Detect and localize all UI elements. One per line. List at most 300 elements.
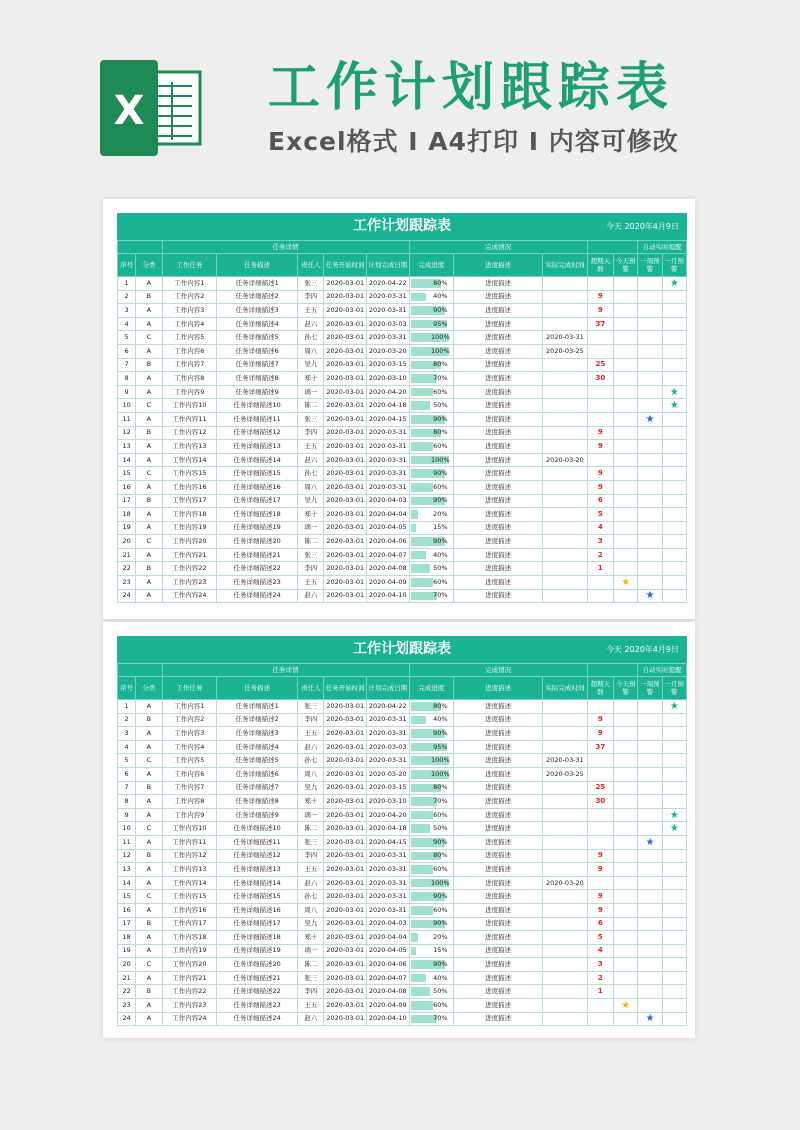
cell-task: 工作内容22 — [162, 985, 217, 999]
cell-no: 24 — [118, 589, 136, 603]
cell-progress-desc: 进度描述 — [454, 700, 543, 714]
tracking-table — [117, 663, 687, 1026]
cell-start-date: 2020-03-01 — [324, 863, 367, 877]
cell-month-alert — [662, 467, 686, 481]
cell-category: A — [136, 317, 162, 331]
cell-plan-date: 2020-04-10 — [367, 1012, 410, 1026]
cell-month-alert — [662, 849, 686, 863]
cell-task: 工作内容10 — [162, 822, 217, 836]
progress-label: 50% — [433, 824, 448, 833]
column-header: 责任人 — [298, 254, 324, 277]
cell-start-date: 2020-03-01 — [324, 494, 367, 508]
cell-week-alert — [638, 931, 662, 945]
cell-description: 任务详细描述2 — [217, 713, 298, 727]
cell-description: 任务详细描述19 — [217, 521, 298, 535]
cell-today-alert — [614, 344, 638, 358]
cell-month-alert — [662, 548, 686, 562]
cell-overdue-days: 9 — [587, 467, 613, 481]
cell-category: A — [136, 548, 162, 562]
progress-label: 90% — [433, 919, 448, 928]
cell-plan-date: 2020-03-20 — [367, 767, 410, 781]
cell-today-alert — [614, 931, 638, 945]
cell-actual-date: 2020-03-25 — [543, 767, 588, 781]
cell-month-alert: ★ — [662, 808, 686, 822]
column-header: 一月预警 — [662, 677, 686, 700]
header-group-row — [118, 664, 687, 677]
cell-overdue-days — [587, 412, 613, 426]
cell-owner: 张三 — [298, 548, 324, 562]
cell-no: 1 — [118, 277, 136, 291]
cell-category: A — [136, 277, 162, 291]
cell-month-alert — [662, 304, 686, 318]
column-header: 任务描述 — [217, 254, 298, 277]
cell-start-date: 2020-03-01 — [324, 426, 367, 440]
cell-no: 7 — [118, 358, 136, 372]
cell-progress — [409, 453, 454, 467]
cell-description: 任务详细描述7 — [217, 358, 298, 372]
cell-today-alert — [614, 508, 638, 522]
cell-start-date: 2020-03-01 — [324, 958, 367, 972]
cell-actual-date — [543, 508, 588, 522]
sheet-title-bar — [117, 213, 687, 240]
table-row — [118, 385, 687, 399]
cell-no: 21 — [118, 548, 136, 562]
table-row — [118, 931, 687, 945]
cell-overdue-days — [587, 808, 613, 822]
cell-progress-desc: 进度描述 — [454, 917, 543, 931]
cell-description: 任务详细描述17 — [217, 494, 298, 508]
cell-owner: 张三 — [298, 700, 324, 714]
progress-label: 70% — [433, 1014, 448, 1023]
cell-owner: 李四 — [298, 849, 324, 863]
cell-actual-date — [543, 781, 588, 795]
cell-week-alert — [638, 971, 662, 985]
cell-overdue-days: 4 — [587, 944, 613, 958]
table-row — [118, 727, 687, 741]
cell-week-alert — [638, 467, 662, 481]
cell-owner: 吴九 — [298, 358, 324, 372]
cell-overdue-days: 5 — [587, 508, 613, 522]
cell-month-alert — [662, 440, 686, 454]
cell-plan-date: 2020-03-31 — [367, 863, 410, 877]
cell-task: 工作内容17 — [162, 494, 217, 508]
sheet-page-1 — [103, 199, 695, 619]
cell-month-alert — [662, 931, 686, 945]
cell-owner: 王五 — [298, 863, 324, 877]
cell-owner: 吴九 — [298, 494, 324, 508]
table-row — [118, 849, 687, 863]
cell-owner: 璃一 — [298, 521, 324, 535]
progress-label: 70% — [433, 591, 448, 600]
cell-month-alert — [662, 453, 686, 467]
cell-no: 18 — [118, 931, 136, 945]
cell-overdue-days: 9 — [587, 903, 613, 917]
cell-overdue-days: 9 — [587, 713, 613, 727]
cell-progress — [409, 508, 454, 522]
cell-actual-date — [543, 863, 588, 877]
cell-category: A — [136, 453, 162, 467]
cell-plan-date: 2020-03-20 — [367, 344, 410, 358]
header-blank — [587, 664, 638, 677]
cell-plan-date: 2020-03-03 — [367, 740, 410, 754]
cell-owner: 赵六 — [298, 1012, 324, 1026]
progress-label: 40% — [433, 550, 448, 559]
progress-label: 90% — [433, 469, 448, 478]
progress-label: 100% — [431, 455, 450, 464]
cell-no: 9 — [118, 808, 136, 822]
table-row — [118, 890, 687, 904]
cell-today-alert — [614, 903, 638, 917]
progress-label: 15% — [433, 946, 448, 955]
tracking-table — [117, 240, 687, 603]
progress-label: 90% — [433, 960, 448, 969]
cell-plan-date: 2020-03-15 — [367, 781, 410, 795]
progress-label: 80% — [433, 278, 448, 287]
column-header: 完成进度 — [409, 254, 454, 277]
cell-description: 任务详细描述21 — [217, 971, 298, 985]
cell-owner: 孙七 — [298, 890, 324, 904]
cell-start-date: 2020-03-01 — [324, 304, 367, 318]
table-row — [118, 467, 687, 481]
cell-owner: 孙七 — [298, 467, 324, 481]
cell-task: 工作内容14 — [162, 453, 217, 467]
cell-plan-date: 2020-04-05 — [367, 521, 410, 535]
cell-plan-date: 2020-04-08 — [367, 562, 410, 576]
cell-today-alert — [614, 426, 638, 440]
cell-overdue-days: 5 — [587, 931, 613, 945]
cell-owner: 陈二 — [298, 822, 324, 836]
cell-no: 6 — [118, 767, 136, 781]
cell-progress-desc: 进度描述 — [454, 727, 543, 741]
cell-today-alert — [614, 795, 638, 809]
cell-no: 20 — [118, 958, 136, 972]
table-row — [118, 781, 687, 795]
column-header: 一月预警 — [662, 254, 686, 277]
cell-plan-date: 2020-03-31 — [367, 453, 410, 467]
cell-overdue-days: 9 — [587, 440, 613, 454]
cell-progress-desc: 进度描述 — [454, 754, 543, 768]
cell-overdue-days — [587, 822, 613, 836]
cell-month-alert — [662, 331, 686, 345]
progress-label: 40% — [433, 292, 448, 301]
cell-progress — [409, 903, 454, 917]
cell-week-alert — [638, 344, 662, 358]
cell-week-alert — [638, 304, 662, 318]
progress-label: 90% — [433, 837, 448, 846]
cell-description: 任务详细描述16 — [217, 480, 298, 494]
cell-no: 5 — [118, 331, 136, 345]
cell-progress-desc: 进度描述 — [454, 494, 543, 508]
cell-plan-date: 2020-04-22 — [367, 277, 410, 291]
cell-progress — [409, 277, 454, 291]
cell-week-alert — [638, 372, 662, 386]
cell-progress — [409, 713, 454, 727]
cell-category: A — [136, 508, 162, 522]
cell-today-alert — [614, 944, 638, 958]
cell-today-alert — [614, 372, 638, 386]
column-header: 一周预警 — [638, 254, 662, 277]
cell-category: C — [136, 754, 162, 768]
cell-no: 21 — [118, 971, 136, 985]
cell-plan-date: 2020-04-07 — [367, 971, 410, 985]
cell-progress-desc: 进度描述 — [454, 412, 543, 426]
excel-logo-icon — [100, 60, 204, 156]
cell-task: 工作内容18 — [162, 508, 217, 522]
cell-week-alert — [638, 795, 662, 809]
cell-no: 14 — [118, 453, 136, 467]
cell-category: A — [136, 1012, 162, 1026]
cell-month-alert — [662, 999, 686, 1013]
cell-no: 3 — [118, 727, 136, 741]
cell-plan-date: 2020-03-31 — [367, 304, 410, 318]
cell-actual-date — [543, 290, 588, 304]
cell-progress-desc: 进度描述 — [454, 822, 543, 836]
cell-week-alert — [638, 521, 662, 535]
cell-today-alert — [614, 849, 638, 863]
cell-category: A — [136, 740, 162, 754]
cell-plan-date: 2020-03-31 — [367, 440, 410, 454]
today-date: 今天 2020年4月9日 — [605, 222, 679, 231]
cell-progress-desc: 进度描述 — [454, 440, 543, 454]
cell-plan-date: 2020-03-31 — [367, 290, 410, 304]
cell-task: 工作内容2 — [162, 290, 217, 304]
cell-task: 工作内容21 — [162, 548, 217, 562]
cell-month-alert — [662, 426, 686, 440]
cell-start-date: 2020-03-01 — [324, 835, 367, 849]
cell-progress-desc: 进度描述 — [454, 576, 543, 590]
cell-start-date: 2020-03-01 — [324, 727, 367, 741]
table-row — [118, 548, 687, 562]
cell-no: 8 — [118, 372, 136, 386]
table-row — [118, 440, 687, 454]
cell-category: A — [136, 863, 162, 877]
progress-label: 80% — [433, 851, 448, 860]
group-completion: 完成情况 — [409, 664, 587, 677]
cell-no: 13 — [118, 440, 136, 454]
progress-label: 40% — [433, 715, 448, 724]
cell-week-alert — [638, 713, 662, 727]
cell-plan-date: 2020-04-03 — [367, 917, 410, 931]
cell-overdue-days: 4 — [587, 521, 613, 535]
table-row — [118, 426, 687, 440]
table-row — [118, 713, 687, 727]
cell-category: C — [136, 331, 162, 345]
cell-owner: 赵六 — [298, 589, 324, 603]
cell-plan-date: 2020-03-31 — [367, 713, 410, 727]
cell-plan-date: 2020-04-22 — [367, 700, 410, 714]
cell-progress — [409, 358, 454, 372]
cell-plan-date: 2020-04-20 — [367, 385, 410, 399]
cell-description: 任务详细描述9 — [217, 808, 298, 822]
cell-today-alert — [614, 971, 638, 985]
cell-plan-date: 2020-04-15 — [367, 412, 410, 426]
cell-category: B — [136, 562, 162, 576]
cell-actual-date: 2020-03-20 — [543, 876, 588, 890]
cell-owner: 周八 — [298, 480, 324, 494]
cell-actual-date — [543, 700, 588, 714]
progress-label: 80% — [433, 360, 448, 369]
cell-plan-date: 2020-04-03 — [367, 494, 410, 508]
cell-week-alert — [638, 985, 662, 999]
cell-week-alert — [638, 548, 662, 562]
cell-plan-date: 2020-03-31 — [367, 903, 410, 917]
cell-actual-date — [543, 385, 588, 399]
column-header: 进度描述 — [454, 254, 543, 277]
cell-task: 工作内容13 — [162, 863, 217, 877]
cell-task: 工作内容1 — [162, 277, 217, 291]
table-row — [118, 508, 687, 522]
cell-month-alert: ★ — [662, 399, 686, 413]
cell-owner: 郑十 — [298, 372, 324, 386]
cell-description: 任务详细描述5 — [217, 331, 298, 345]
cell-owner: 郑十 — [298, 931, 324, 945]
cell-task: 工作内容12 — [162, 426, 217, 440]
cell-progress-desc: 进度描述 — [454, 385, 543, 399]
cell-overdue-days: 30 — [587, 795, 613, 809]
cell-today-alert — [614, 700, 638, 714]
cell-description: 任务详细描述23 — [217, 576, 298, 590]
cell-plan-date: 2020-04-15 — [367, 835, 410, 849]
cell-start-date: 2020-03-01 — [324, 971, 367, 985]
cell-start-date: 2020-03-01 — [324, 344, 367, 358]
cell-progress-desc: 进度描述 — [454, 999, 543, 1013]
cell-week-alert — [638, 277, 662, 291]
progress-label: 60% — [433, 482, 448, 491]
cell-actual-date — [543, 835, 588, 849]
cell-plan-date: 2020-04-06 — [367, 958, 410, 972]
cell-task: 工作内容23 — [162, 999, 217, 1013]
cell-week-alert — [638, 426, 662, 440]
cell-overdue-days: 9 — [587, 426, 613, 440]
table-row — [118, 795, 687, 809]
cell-plan-date: 2020-03-31 — [367, 876, 410, 890]
cell-description: 任务详细描述11 — [217, 835, 298, 849]
cell-description: 任务详细描述10 — [217, 399, 298, 413]
cell-progress — [409, 344, 454, 358]
cell-overdue-days — [587, 754, 613, 768]
cell-progress — [409, 304, 454, 318]
cell-actual-date — [543, 849, 588, 863]
cell-actual-date — [543, 535, 588, 549]
cell-overdue-days: 3 — [587, 958, 613, 972]
table-row — [118, 985, 687, 999]
cell-actual-date: 2020-03-20 — [543, 453, 588, 467]
cell-overdue-days: 37 — [587, 740, 613, 754]
cell-today-alert — [614, 767, 638, 781]
cell-month-alert — [662, 290, 686, 304]
cell-start-date: 2020-03-01 — [324, 372, 367, 386]
cell-actual-date — [543, 399, 588, 413]
cell-category: B — [136, 426, 162, 440]
cell-category: C — [136, 822, 162, 836]
cell-category: C — [136, 958, 162, 972]
cell-no: 23 — [118, 999, 136, 1013]
cell-no: 12 — [118, 849, 136, 863]
cell-month-alert — [662, 876, 686, 890]
cell-progress — [409, 781, 454, 795]
cell-task: 工作内容19 — [162, 944, 217, 958]
cell-no: 4 — [118, 317, 136, 331]
cell-today-alert: ★ — [614, 576, 638, 590]
cell-week-alert — [638, 890, 662, 904]
cell-start-date: 2020-03-01 — [324, 808, 367, 822]
cell-progress-desc: 进度描述 — [454, 304, 543, 318]
cell-week-alert — [638, 700, 662, 714]
cell-task: 工作内容4 — [162, 740, 217, 754]
cell-today-alert — [614, 727, 638, 741]
cell-progress — [409, 548, 454, 562]
table-row — [118, 453, 687, 467]
cell-description: 任务详细描述18 — [217, 931, 298, 945]
cell-owner: 璃一 — [298, 808, 324, 822]
cell-category: A — [136, 344, 162, 358]
cell-task: 工作内容16 — [162, 903, 217, 917]
cell-plan-date: 2020-03-15 — [367, 358, 410, 372]
column-header: 计划完成日期 — [367, 254, 410, 277]
cell-no: 15 — [118, 467, 136, 481]
cell-description: 任务详细描述15 — [217, 467, 298, 481]
table-row — [118, 740, 687, 754]
cell-overdue-days: 25 — [587, 781, 613, 795]
cell-start-date: 2020-03-01 — [324, 548, 367, 562]
cell-owner: 张三 — [298, 412, 324, 426]
cell-month-alert — [662, 1012, 686, 1026]
cell-plan-date: 2020-04-18 — [367, 399, 410, 413]
cell-owner: 赵六 — [298, 876, 324, 890]
cell-week-alert — [638, 399, 662, 413]
cell-owner: 郑十 — [298, 795, 324, 809]
column-header: 工作任务 — [162, 254, 217, 277]
cell-task: 工作内容3 — [162, 304, 217, 318]
cell-progress-desc: 进度描述 — [454, 903, 543, 917]
cell-description: 任务详细描述9 — [217, 385, 298, 399]
cell-no: 19 — [118, 521, 136, 535]
cell-overdue-days — [587, 576, 613, 590]
cell-category: B — [136, 781, 162, 795]
cell-no: 8 — [118, 795, 136, 809]
cell-task: 工作内容24 — [162, 589, 217, 603]
cell-month-alert — [662, 917, 686, 931]
cell-today-alert — [614, 562, 638, 576]
cell-category: A — [136, 440, 162, 454]
table-row — [118, 876, 687, 890]
cell-plan-date: 2020-04-06 — [367, 535, 410, 549]
logo-letter: X — [113, 88, 145, 134]
cell-overdue-days: 9 — [587, 480, 613, 494]
cell-month-alert — [662, 317, 686, 331]
table-body — [118, 277, 687, 603]
cell-week-alert: ★ — [638, 412, 662, 426]
cell-week-alert — [638, 508, 662, 522]
cell-start-date: 2020-03-01 — [324, 985, 367, 999]
cell-task: 工作内容23 — [162, 576, 217, 590]
main-title: 工作计划跟踪表 — [268, 58, 675, 118]
column-header: 分类 — [136, 677, 162, 700]
progress-label: 60% — [433, 441, 448, 450]
cell-plan-date: 2020-03-10 — [367, 795, 410, 809]
cell-start-date: 2020-03-01 — [324, 467, 367, 481]
cell-description: 任务详细描述12 — [217, 849, 298, 863]
cell-week-alert: ★ — [638, 835, 662, 849]
cell-week-alert: ★ — [638, 1012, 662, 1026]
cell-progress — [409, 1012, 454, 1026]
cell-progress — [409, 999, 454, 1013]
cell-month-alert — [662, 944, 686, 958]
cell-category: C — [136, 890, 162, 904]
cell-today-alert — [614, 740, 638, 754]
cell-task: 工作内容5 — [162, 331, 217, 345]
cell-plan-date: 2020-04-09 — [367, 999, 410, 1013]
